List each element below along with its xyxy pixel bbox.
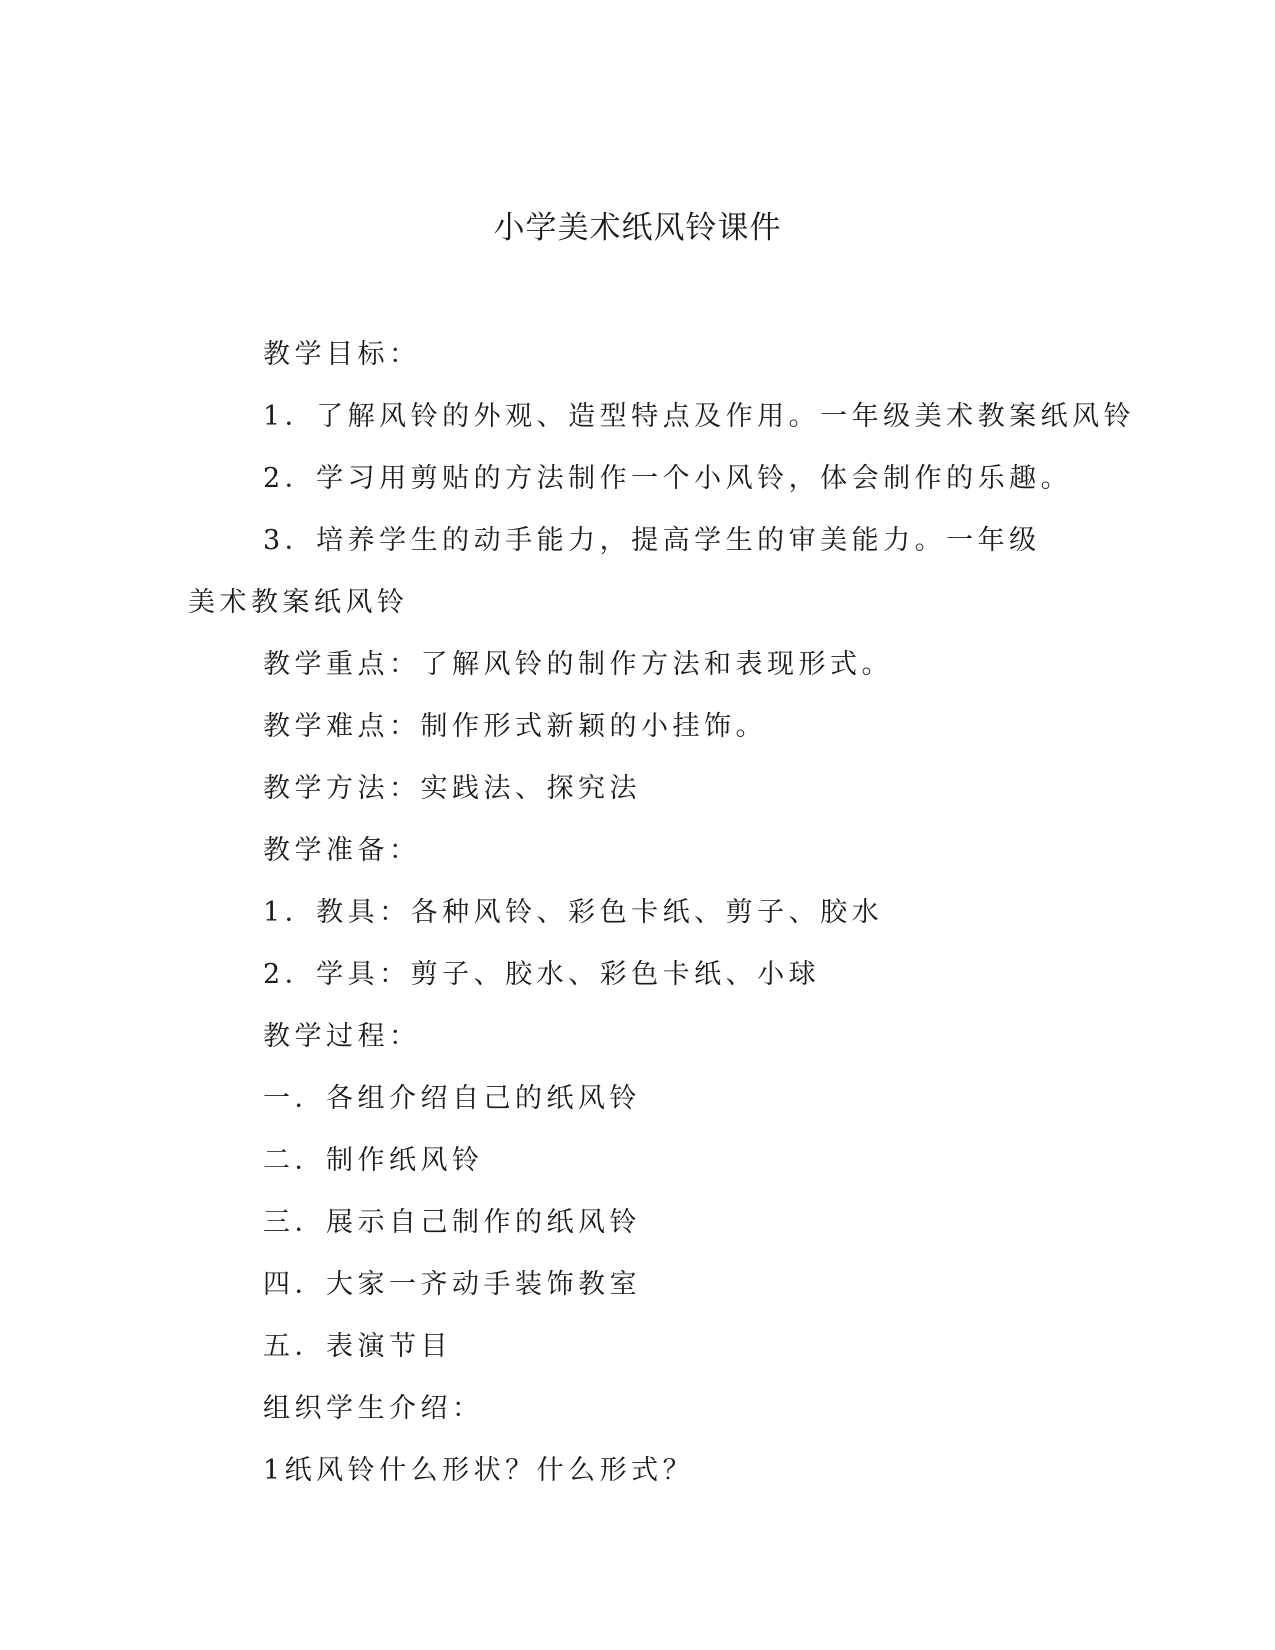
paragraph: 教学重点：了解风铃的制作方法和表现形式。 (263, 649, 893, 680)
paragraph: 教学目标： (263, 339, 421, 370)
paragraph: 2．学习用剪贴的方法制作一个小风铃，体会制作的乐趣。 (263, 463, 1073, 494)
paragraph: 五．表演节目 (263, 1331, 452, 1362)
paragraph: 一．各组介绍自己的纸风铃 (263, 1083, 641, 1114)
paragraph: 三．展示自己制作的纸风铃 (263, 1207, 641, 1238)
paragraph: 教学方法：实践法、探究法 (263, 773, 641, 804)
document-body (188, 324, 1136, 1502)
paragraph: 教学准备： (263, 835, 421, 866)
paragraph: 四．大家一齐动手装饰教室 (263, 1269, 641, 1300)
paragraph: 组织学生介绍： (263, 1393, 484, 1424)
paragraph: 1纸风铃什么形状？什么形式？ (263, 1455, 695, 1486)
paragraph: 1．了解风铃的外观、造型特点及作用。一年级美术教案纸风铃 (263, 401, 1136, 432)
paragraph: 二．制作纸风铃 (263, 1145, 484, 1176)
paragraph: 3．培养学生的动手能力，提高学生的审美能力。一年级美术教案纸风铃 (188, 525, 1041, 618)
paragraph: 1．教具：各种风铃、彩色卡纸、剪子、胶水 (263, 897, 884, 928)
paragraph: 教学难点：制作形式新颖的小挂饰。 (263, 711, 767, 742)
paragraph: 教学过程： (263, 1021, 421, 1052)
paragraph: 2．学具：剪子、胶水、彩色卡纸、小球 (263, 959, 821, 990)
document-title: 小学美术纸风铃课件 (493, 210, 782, 246)
